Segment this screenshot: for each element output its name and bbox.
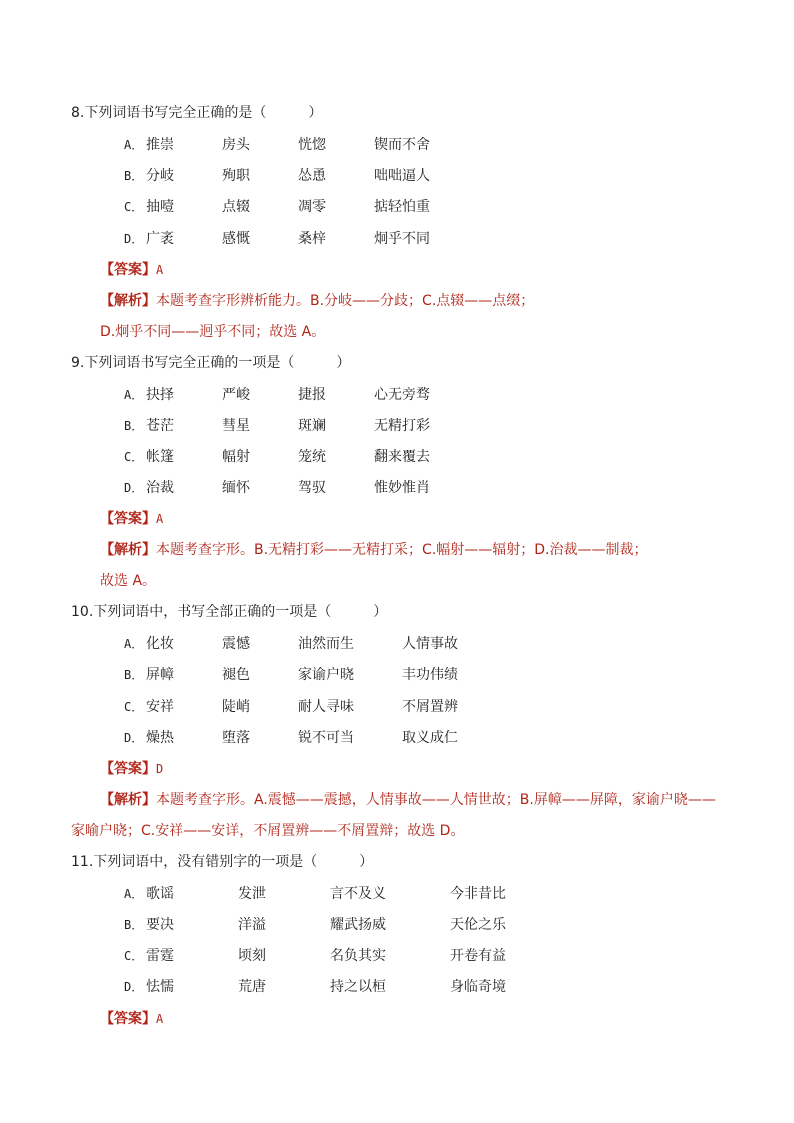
option-word: 屏幛 [146, 667, 174, 683]
analysis-line [100, 292, 534, 310]
option-word: 荒唐 [238, 979, 266, 995]
option-letter: C． [124, 450, 144, 464]
option-word: 顷刻 [238, 948, 266, 964]
option-word: 锐不可当 [298, 730, 354, 746]
option-word: 言不及义 [330, 886, 386, 902]
analysis-text: 故选 A。 [100, 573, 157, 589]
option-word: 感慨 [222, 231, 250, 247]
option-word: 桑梓 [298, 231, 326, 247]
question-stem: 11.下列词语中，没有错别字的一项是（ ） [71, 854, 374, 870]
option-word: 斑斓 [298, 418, 326, 434]
question-stem: 9.下列词语书写完全正确的一项是（ ） [71, 355, 351, 371]
option-word: 帐篷 [146, 449, 174, 465]
option-letter: A． [124, 887, 144, 901]
option-word: 掂轻怕重 [374, 199, 430, 215]
option-word: 怯懦 [146, 979, 174, 995]
answer-label: 【答案】 [100, 511, 156, 527]
option-word: 捷报 [298, 387, 326, 403]
option-word: 缅怀 [222, 480, 250, 496]
option-letter: B． [124, 419, 144, 433]
option-letter: C． [124, 700, 144, 714]
option-word: 持之以桓 [330, 979, 386, 995]
option-word: 点辍 [222, 199, 250, 215]
option-letter: B． [124, 668, 144, 682]
option-word: 恍惚 [298, 137, 326, 153]
option-word: 震憾 [222, 636, 250, 652]
option-word: 严峻 [222, 387, 250, 403]
option-letter: C． [124, 200, 144, 214]
option-word: 丰功伟绩 [402, 667, 458, 683]
option-letter: A． [124, 637, 144, 651]
answer-label: 【答案】 [100, 761, 156, 777]
option-word: 殉职 [222, 168, 250, 184]
option-letter: C． [124, 949, 144, 963]
analysis-label: 【解析】 [100, 792, 156, 808]
option-word: 不屑置辨 [402, 699, 458, 715]
option-word: 开卷有益 [450, 948, 506, 964]
option-word: 化妆 [146, 636, 174, 652]
option-word: 歌谣 [146, 886, 174, 902]
option-word: 笼统 [298, 449, 326, 465]
option-word: 房头 [222, 137, 250, 153]
analysis-text: 家喻户晓；C.安祥——安详，不屑置辨——不屑置辩；故选 D。 [71, 823, 465, 839]
option-word: 人情事故 [402, 636, 458, 652]
answer-value: A [156, 1012, 164, 1026]
option-letter: A． [124, 138, 144, 152]
option-letter: D． [124, 731, 144, 745]
question-stem: 10.下列词语中，书写全部正确的一项是（ ） [71, 604, 388, 620]
option-letter: D． [124, 232, 144, 246]
option-word: 分岐 [146, 168, 174, 184]
option-word: 推崇 [146, 137, 174, 153]
analysis-text: D.炯乎不同——迥乎不同；故选 A。 [100, 324, 326, 340]
option-word: 抉择 [146, 387, 174, 403]
option-word: 耀武扬威 [330, 917, 386, 933]
question-stem: 8.下列词语书写完全正确的是（ ） [71, 105, 323, 121]
option-word: 炯乎不同 [374, 231, 430, 247]
analysis-label: 【解析】 [100, 542, 156, 558]
option-word: 惟妙惟肖 [374, 480, 430, 496]
option-letter: D． [124, 481, 144, 495]
option-word: 翻来覆去 [374, 449, 430, 465]
answer-value: A [156, 512, 164, 526]
answer-label: 【答案】 [100, 1011, 156, 1027]
option-letter: B． [124, 169, 144, 183]
option-word: 褪色 [222, 667, 250, 683]
option-word: 身临奇境 [450, 979, 506, 995]
option-word: 怂恿 [298, 168, 326, 184]
option-word: 凋零 [298, 199, 326, 215]
answer-label: 【答案】 [100, 262, 156, 278]
analysis-line [100, 791, 716, 809]
option-word: 幅射 [222, 449, 250, 465]
option-word: 今非昔比 [450, 886, 506, 902]
option-word: 安祥 [146, 699, 174, 715]
option-word: 雷霆 [146, 948, 174, 964]
answer-line [100, 1010, 163, 1028]
option-word: 耐人寻味 [298, 699, 354, 715]
option-word: 心无旁骛 [374, 387, 430, 403]
option-word: 广袤 [146, 231, 174, 247]
option-letter: A． [124, 388, 144, 402]
option-word: 咄咄逼人 [374, 168, 430, 184]
analysis-line [100, 541, 648, 559]
option-word: 名负其实 [330, 948, 386, 964]
option-letter: B． [124, 918, 144, 932]
option-word: 家谕户晓 [298, 667, 354, 683]
option-word: 治裁 [146, 480, 174, 496]
option-word: 驾驭 [298, 480, 326, 496]
option-word: 陡峭 [222, 699, 250, 715]
option-word: 燥热 [146, 730, 174, 746]
option-letter: D． [124, 980, 144, 994]
answer-line [100, 261, 163, 279]
analysis-text: 本题考查字形。A.震憾——震撼，人情事故——人情世故；B.屏幛——屏障，家谕户晓—— [156, 792, 716, 808]
option-word: 发泄 [238, 886, 266, 902]
analysis-text: 本题考查字形辨析能力。B.分岐——分歧；C.点辍——点缀； [156, 293, 535, 309]
option-word: 取义成仁 [402, 730, 458, 746]
option-word: 堕落 [222, 730, 250, 746]
answer-value: A [156, 263, 164, 277]
option-word: 彗星 [222, 418, 250, 434]
answer-line [100, 760, 163, 778]
analysis-text: 本题考查字形。B.无精打彩——无精打采；C.幅射——辐射；D.治裁——制裁； [156, 542, 648, 558]
answer-value: D [156, 762, 164, 776]
analysis-label: 【解析】 [100, 293, 156, 309]
option-word: 洋溢 [238, 917, 266, 933]
option-word: 苍茫 [146, 418, 174, 434]
option-word: 天伦之乐 [450, 917, 506, 933]
option-word: 锲而不舍 [374, 137, 430, 153]
option-word: 油然而生 [298, 636, 354, 652]
option-word: 抽噎 [146, 199, 174, 215]
option-word: 要决 [146, 917, 174, 933]
option-word: 无精打彩 [374, 418, 430, 434]
answer-line [100, 510, 163, 528]
